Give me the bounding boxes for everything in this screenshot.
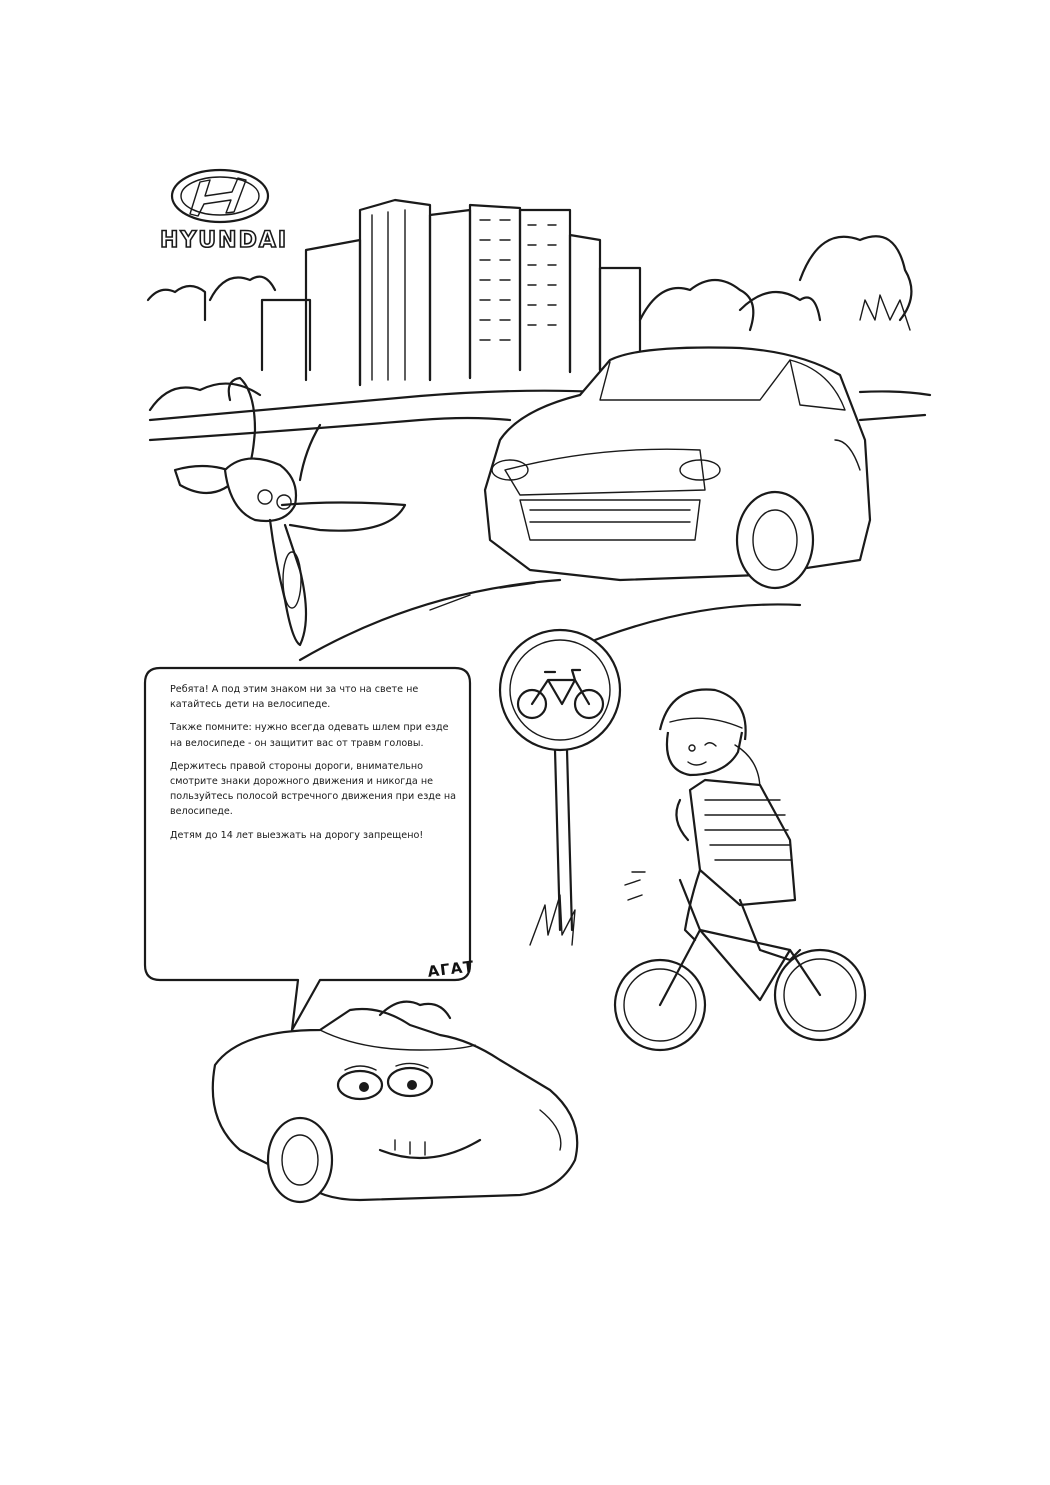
suv-car: [485, 348, 870, 589]
cartoon-car: [213, 1002, 577, 1202]
bubble-paragraph: Также помните: нужно всегда одевать шлем при езде на велосипеде - он защитит вас от травм головы.: [170, 722, 449, 749]
hyundai-logo-icon: [172, 170, 268, 222]
child-cyclist: [615, 690, 865, 1051]
bubble-paragraph: Держитесь правой стороны дороги, внимательно смотрите знаки дорожного движения и никогда не пользуйтесь полосой встречного движения при езде на велосипеде.: [170, 760, 457, 818]
speech-bubble-text: [170, 682, 462, 851]
car-license-plate: АГАТ: [426, 957, 476, 981]
bubble-paragraph: Детям до 14 лет выезжать на дорогу запрещено!: [170, 829, 424, 841]
bicycle-sign-icon: [500, 630, 620, 945]
bird-character: [175, 378, 405, 645]
bubble-paragraph: Ребята! А под этим знаком ни за что на свете не катайтесь дети на велосипеде.: [170, 684, 419, 711]
brand-logo-wordmark: HYUNDAI: [159, 228, 289, 253]
